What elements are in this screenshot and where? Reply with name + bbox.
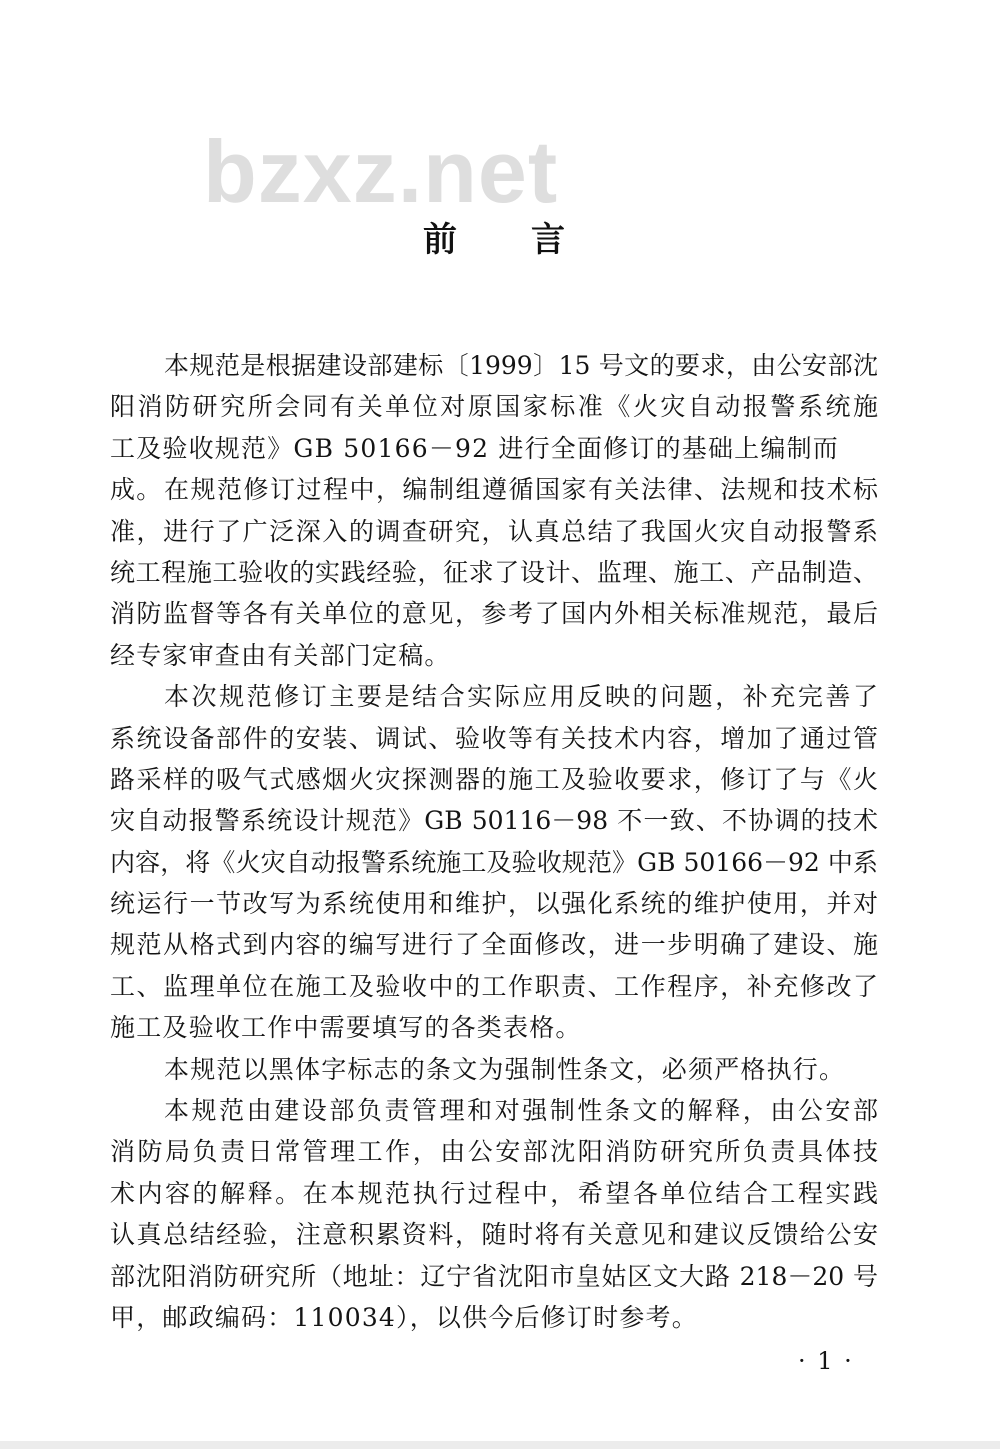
paragraph-line: 甲，邮政编码：110034），以供今后修订时参考。: [110, 1302, 698, 1332]
paragraph-line: 灾自动报警系统设计规范》GB 50116－98 不一致、不协调的技术: [110, 806, 878, 836]
paragraph-line: 施工及验收工作中需要填写的各类表格。: [110, 1013, 582, 1043]
paragraph-line: 术内容的解释。在本规范执行过程中，希望各单位结合工程实践: [110, 1178, 878, 1208]
paragraph-line: 消防局负责日常管理工作，由公安部沈阳消防研究所负责具体技: [110, 1137, 878, 1167]
paragraph-line: 统工程施工验收的实践经验，征求了设计、监理、施工、产品制造、: [110, 557, 878, 587]
paragraph-line: 统运行一节改写为系统使用和维护，以强化系统的维护使用，并对: [110, 889, 878, 919]
paragraph-line: 准，进行了广泛深入的调查研究，认真总结了我国火灾自动报警系: [110, 516, 878, 546]
paragraph-line: 规范从格式到内容的编写进行了全面修改，进一步明确了建设、施: [110, 930, 878, 960]
paragraph-line: 系统设备部件的安装、调试、验收等有关技术内容，增加了通过管: [110, 723, 878, 753]
preface-body: [110, 345, 878, 1338]
paragraph-2: [110, 469, 878, 676]
paragraph-line: 部沈阳消防研究所（地址：辽宁省沈阳市皇姑区文大路 218－20 号: [110, 1261, 878, 1291]
paragraph-3: [110, 676, 878, 1049]
paragraph-line: 本规范是根据建设部建标〔1999〕15 号文的要求，由公安部沈: [164, 351, 878, 380]
paragraph-line: 工、监理单位在施工及验收中的工作职责、工作程序，补充修改了: [110, 971, 878, 1001]
paragraph-4: [110, 1049, 878, 1090]
paragraph-line: 本规范以黑体字标志的条文为强制性条文，必须严格执行。: [164, 1054, 846, 1084]
paragraph-line: 在规范修订过程中，编制组遵循国家有关法律、法规和技术标: [164, 475, 878, 505]
paragraph-line: 路采样的吸气式感烟火灾探测器的施工及验收要求，修订了与《火: [110, 764, 878, 794]
paragraph-line: 经专家审查由有关部门定稿。: [110, 640, 451, 670]
paragraph-line: 阳消防研究所会同有关单位对原国家标准《火灾自动报警系统施: [110, 392, 878, 422]
paragraph-line: 认真总结经验，注意积累资料，随时将有关意见和建议反馈给公安: [110, 1220, 878, 1250]
page-number: · 1 ·: [798, 1347, 854, 1375]
paragraph-5: [110, 1090, 878, 1338]
paragraph-line: 工及验收规范》GB 50166－92 进行全面修订的基础上编制而成。: [110, 433, 839, 505]
page-title: 前 言: [423, 220, 585, 260]
watermark: bzxz.net: [203, 122, 559, 221]
paragraph-line: 本次规范修订主要是结合实际应用反映的问题，补充完善了: [164, 682, 878, 712]
paragraph-line: 内容，将《火灾自动报警系统施工及验收规范》GB 50166－92 中系: [110, 847, 878, 877]
paragraph-line: 本规范由建设部负责管理和对强制性条文的解释，由公安部: [164, 1096, 878, 1126]
paragraph-line: 消防监督等各有关单位的意见，参考了国内外相关标准规范，最后: [110, 599, 878, 629]
